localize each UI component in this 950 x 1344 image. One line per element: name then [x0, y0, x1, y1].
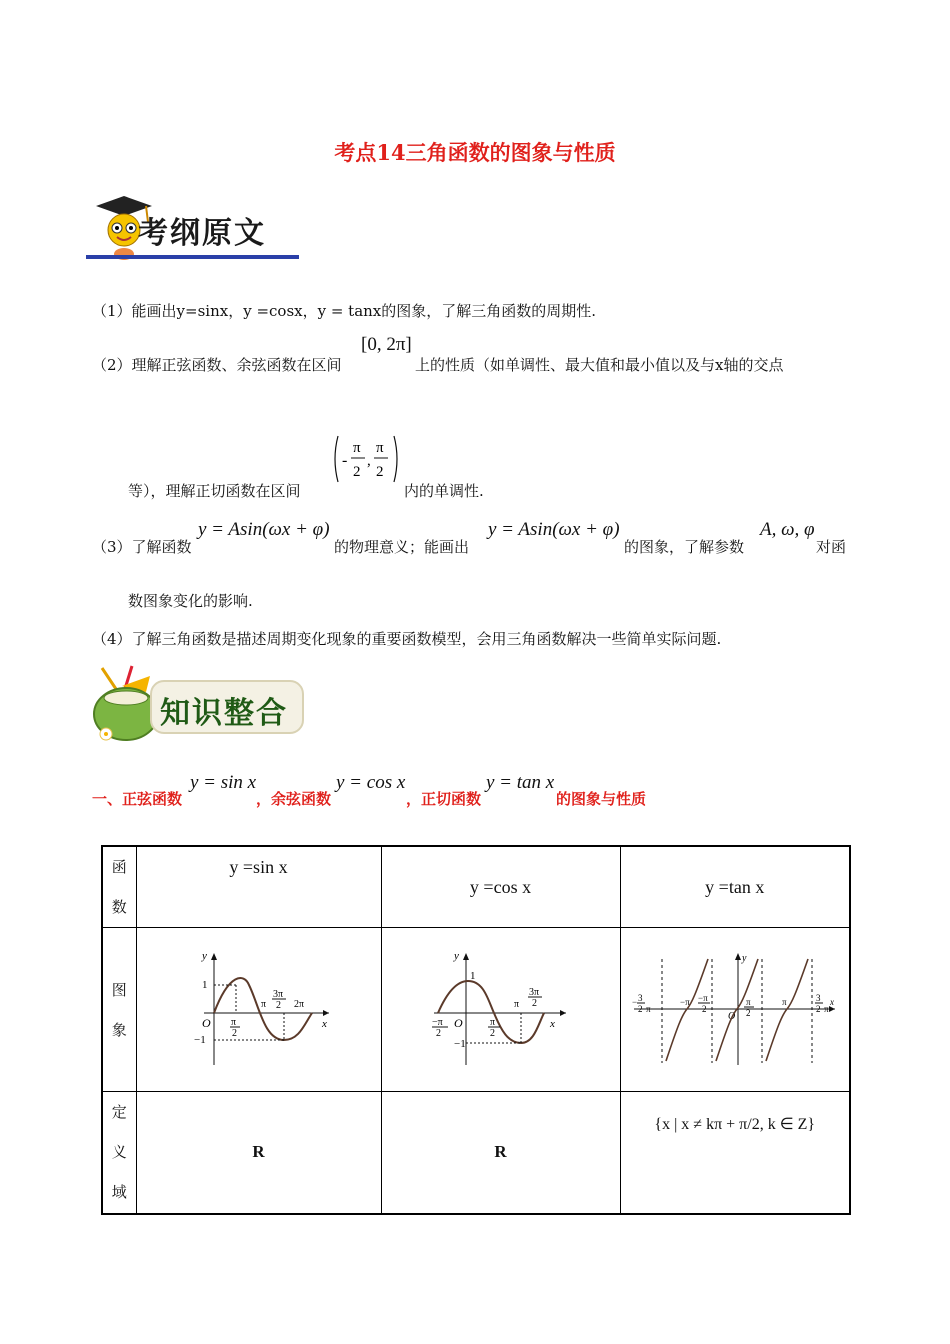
svg-text:2: 2 [435, 1028, 441, 1039]
section-heading-lead: 一、正弦函数 [92, 790, 183, 808]
interval-neg-half-pi-to-half-pi [330, 432, 402, 486]
svg-text:2: 2 [531, 998, 537, 1009]
header-cos: y =cos x [381, 846, 620, 928]
outline-item-3-part-a: （3）了解函数 [92, 538, 192, 556]
svg-text:O: O [201, 1016, 211, 1030]
tan-domain: {x | x ≠ kπ + π/2, k ∈ Z} [620, 1092, 850, 1214]
svg-text:π: π [645, 1004, 651, 1014]
outline-item-4: （4）了解三角函数是描述周期变化现象的重要函数模型，会用三角函数解决一些简单实际问题. [92, 630, 722, 648]
outline-banner-label: 考纲原文 [138, 216, 266, 251]
svg-text:π: π [376, 440, 384, 456]
svg-text:y: y [741, 953, 747, 964]
svg-text:,: , [367, 453, 371, 469]
table-row [102, 1092, 850, 1214]
svg-text:1: 1 [201, 979, 207, 991]
tan-graph-cell [620, 928, 850, 1092]
svg-text:3π: 3π [272, 989, 283, 1000]
svg-text:−π: −π [697, 993, 708, 1003]
cos-graph [426, 945, 576, 1070]
svg-text:y: y [201, 950, 207, 962]
svg-text:π: π [353, 440, 361, 456]
outline-item-2-part-a: （2）理解正弦函数、余弦函数在区间 [92, 356, 342, 374]
cos-graph-cell [381, 928, 620, 1092]
sin-graph [184, 945, 334, 1070]
svg-text:-: - [342, 452, 348, 469]
svg-text:x: x [829, 997, 834, 1007]
svg-text:π: π [823, 1004, 829, 1014]
svg-text:−π: −π [431, 1017, 443, 1028]
svg-text:2: 2 [231, 1028, 237, 1039]
outline-item-2-part-c: 等），理解正切函数在区间 [128, 482, 301, 500]
svg-text:y: y [453, 950, 459, 962]
svg-text:3π: 3π [528, 987, 539, 998]
svg-text:1: 1 [469, 970, 475, 982]
svg-text:π: π [745, 997, 751, 1007]
outline-item-2-part-d: 内的单调性. [404, 482, 484, 500]
outline-item-3-part-c: 的图象，了解参数 [624, 538, 745, 556]
svg-text:2: 2 [376, 464, 384, 480]
svg-text:2π: 2π [293, 999, 304, 1010]
knowledge-banner [88, 662, 303, 746]
interval-0-2pi: [0, 2π] [361, 334, 412, 355]
section-heading-cos-label: ，余弦函数 [256, 790, 332, 808]
row-label-graph: 图象 [102, 928, 136, 1092]
svg-text:π: π [260, 999, 266, 1010]
svg-text:x: x [549, 1018, 555, 1030]
row-label-function: 函数 [102, 846, 136, 928]
svg-text:π: π [513, 999, 519, 1010]
svg-text:−: − [631, 997, 637, 1007]
svg-text:2: 2 [815, 1004, 821, 1014]
row-label-domain: 定义域 [102, 1092, 136, 1214]
function-table [101, 845, 851, 1215]
header-tan: y =tan x [620, 846, 850, 928]
svg-text:π: π [781, 997, 787, 1007]
tan-graph [630, 945, 840, 1070]
heading-formula-cos: y = cos x [336, 772, 406, 793]
header-sin: y =sin x [136, 846, 381, 928]
sin-graph-cell [136, 928, 381, 1092]
svg-text:−1: −1 [193, 1034, 206, 1046]
outline-banner [86, 192, 301, 262]
svg-text:3: 3 [815, 993, 821, 1003]
svg-text:2: 2 [701, 1004, 707, 1014]
outline-item-3-part-e: 数图象变化的影响. [128, 592, 253, 610]
svg-text:2: 2 [745, 1008, 751, 1018]
svg-text:−π: −π [679, 997, 690, 1007]
svg-text:−1: −1 [453, 1038, 466, 1050]
page-title: 考点14三角函数的图象与性质 [334, 140, 616, 165]
svg-text:π: π [489, 1017, 495, 1028]
formula-asin-1: y = Asin(ωx + φ) [198, 519, 330, 540]
svg-text:π: π [230, 1017, 236, 1028]
svg-text:2: 2 [353, 464, 361, 480]
svg-text:O: O [727, 1011, 735, 1022]
banner-underline [86, 255, 299, 259]
formula-params: A, ω, φ [760, 519, 815, 540]
outline-item-2-part-b: 上的性质（如单调性、最大值和最小值以及与x轴的交点 [415, 356, 784, 374]
formula-asin-2: y = Asin(ωx + φ) [488, 519, 620, 540]
svg-text:3: 3 [637, 993, 643, 1003]
sin-domain: R [136, 1092, 381, 1214]
svg-text:O: O [453, 1016, 463, 1030]
svg-text:x: x [321, 1018, 327, 1030]
outline-item-3-part-d: 对函 [816, 538, 847, 556]
svg-text:2: 2 [275, 1000, 281, 1011]
outline-item-1: （1）能画出y=sinx，y =cosx，y = tanx的图象，了解三角函数的周期性. [92, 302, 597, 320]
section-heading-tail: 的图象与性质 [556, 790, 647, 808]
table-row [102, 846, 850, 928]
heading-formula-tan: y = tan x [486, 772, 555, 793]
section-heading-tan-label: ，正切函数 [406, 790, 482, 808]
svg-text:2: 2 [637, 1004, 643, 1014]
svg-text:2: 2 [489, 1028, 495, 1039]
table-row [102, 928, 850, 1092]
cos-domain: R [381, 1092, 620, 1214]
heading-formula-sin: y = sin x [190, 772, 257, 793]
knowledge-banner-label: 知识整合 [160, 696, 288, 731]
outline-item-3-part-b: 的物理意义；能画出 [334, 538, 470, 556]
